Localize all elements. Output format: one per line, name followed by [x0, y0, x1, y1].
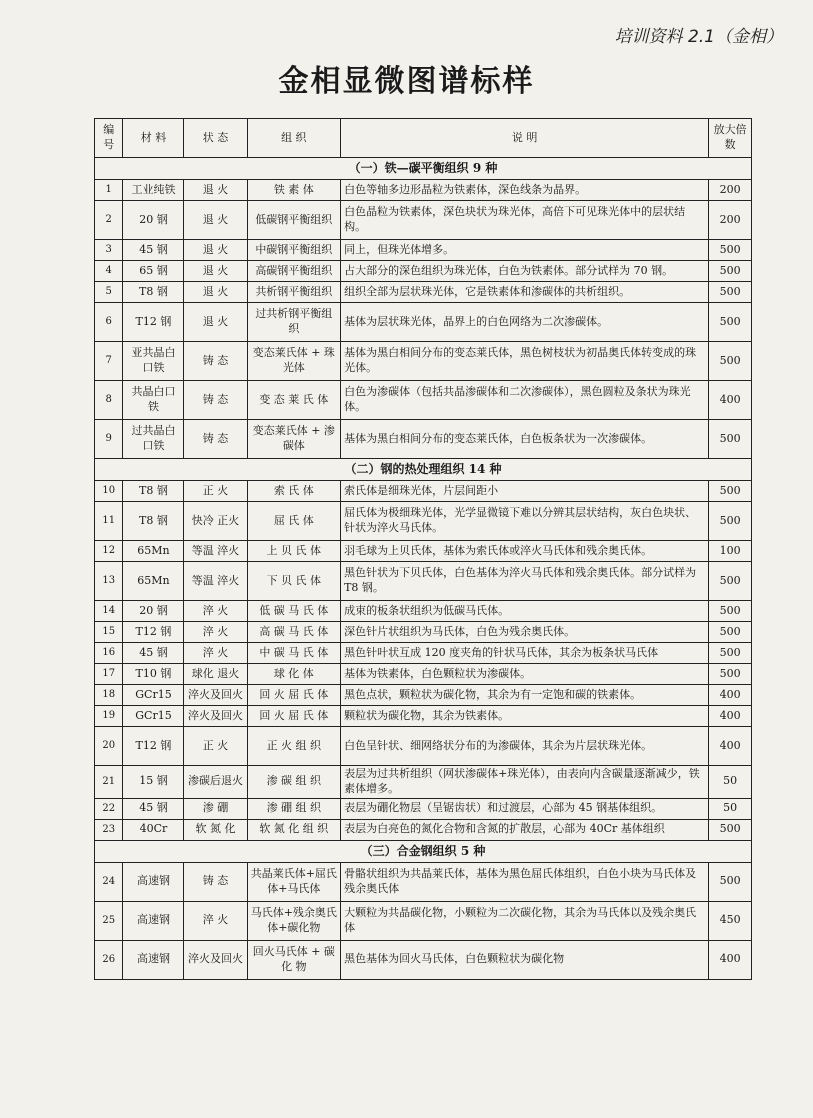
cell-structure: 变态莱氏体 + 珠光体	[247, 342, 341, 381]
cell-structure: 下 贝 氏 体	[247, 562, 341, 601]
cell-magnification: 500	[709, 342, 752, 381]
table-row	[95, 685, 752, 706]
table-row	[95, 727, 752, 766]
cell-description: 基体为铁素体，白色颗粒状为渗碳体。	[341, 664, 709, 685]
cell-state: 淬 火	[184, 901, 247, 940]
cell-description: 成束的板条状组织为低碳马氏体。	[341, 601, 709, 622]
cell-structure: 回火马氏体 + 碳 化 物	[247, 940, 341, 979]
cell-material: 65Mn	[123, 541, 184, 562]
cell-state: 淬 火	[184, 622, 247, 643]
cell-magnification: 50	[709, 766, 752, 799]
table-row	[95, 282, 752, 303]
cell-magnification: 400	[709, 685, 752, 706]
cell-state: 退 火	[184, 303, 247, 342]
cell-description: 表层为过共析组织（网状渗碳体+珠光体），由表向内含碳量逐渐减少，铁素体增多。	[341, 766, 709, 799]
cell-no: 16	[95, 643, 123, 664]
cell-structure: 马氏体+残余奥氏体+碳化物	[247, 901, 341, 940]
cell-no: 6	[95, 303, 123, 342]
cell-material: T12 钢	[123, 622, 184, 643]
cell-magnification: 500	[709, 819, 752, 840]
cell-material: 65Mn	[123, 562, 184, 601]
cell-state: 铸 态	[184, 342, 247, 381]
table-row	[95, 643, 752, 664]
cell-magnification: 400	[709, 381, 752, 420]
cell-no: 21	[95, 766, 123, 799]
cell-state: 快冷 正火	[184, 502, 247, 541]
cell-material: 15 钢	[123, 766, 184, 799]
table-row	[95, 862, 752, 901]
cell-material: T12 钢	[123, 303, 184, 342]
section-title: （一）铁—碳平衡组织 9 种	[95, 158, 752, 180]
cell-state: 退 火	[184, 261, 247, 282]
section-header	[95, 158, 752, 180]
cell-description: 基体为黑白相间分布的变态莱氏体，黑色树枝状为初晶奥氏体转变成的珠光体。	[341, 342, 709, 381]
cell-no: 18	[95, 685, 123, 706]
cell-material: 40Cr	[123, 819, 184, 840]
header-material: 材 料	[123, 119, 184, 158]
table-row	[95, 481, 752, 502]
cell-material: 高速钢	[123, 901, 184, 940]
cell-structure: 中 碳 马 氏 体	[247, 643, 341, 664]
cell-no: 15	[95, 622, 123, 643]
cell-no: 7	[95, 342, 123, 381]
cell-magnification: 500	[709, 622, 752, 643]
cell-no: 13	[95, 562, 123, 601]
table-row	[95, 766, 752, 799]
cell-magnification: 500	[709, 481, 752, 502]
table-row	[95, 706, 752, 727]
table-row	[95, 901, 752, 940]
table-row	[95, 664, 752, 685]
cell-no: 12	[95, 541, 123, 562]
table-row	[95, 201, 752, 240]
table-row	[95, 562, 752, 601]
cell-state: 淬火及回火	[184, 940, 247, 979]
handwritten-note: 培训资料 2.1（金相）	[614, 27, 783, 47]
cell-no: 25	[95, 901, 123, 940]
header-description: 说 明	[341, 119, 709, 158]
cell-state: 铸 态	[184, 862, 247, 901]
cell-magnification: 400	[709, 706, 752, 727]
table-row	[95, 261, 752, 282]
cell-material: 工业纯铁	[123, 180, 184, 201]
cell-description: 同上，但珠光体增多。	[341, 240, 709, 261]
cell-structure: 屈 氏 体	[247, 502, 341, 541]
cell-structure: 正 火 组 织	[247, 727, 341, 766]
cell-state: 渗 硼	[184, 798, 247, 819]
cell-structure: 共析钢平衡组织	[247, 282, 341, 303]
cell-material: 高速钢	[123, 862, 184, 901]
cell-no: 5	[95, 282, 123, 303]
cell-description: 占大部分的深色组织为珠光体，白色为铁素体。部分试样为 70 钢。	[341, 261, 709, 282]
cell-material: 亚共晶白口铁	[123, 342, 184, 381]
cell-structure: 过共析钢平衡组织	[247, 303, 341, 342]
cell-structure: 铁 素 体	[247, 180, 341, 201]
cell-structure: 低 碳 马 氏 体	[247, 601, 341, 622]
cell-magnification: 100	[709, 541, 752, 562]
cell-magnification: 450	[709, 901, 752, 940]
cell-state: 淬 火	[184, 601, 247, 622]
cell-no: 2	[95, 201, 123, 240]
cell-state: 铸 态	[184, 420, 247, 459]
cell-material: 共晶白口铁	[123, 381, 184, 420]
cell-structure: 回 火 屈 氏 体	[247, 685, 341, 706]
cell-description: 大颗粒为共晶碳化物，小颗粒为二次碳化物，其余为马氏体以及残余奥氏体	[341, 901, 709, 940]
cell-description: 黑色基体为回火马氏体，白色颗粒状为碳化物	[341, 940, 709, 979]
table-row	[95, 541, 752, 562]
cell-no: 26	[95, 940, 123, 979]
section-title: （三）合金钢组织 5 种	[95, 840, 752, 862]
header-no: 编号	[95, 119, 123, 158]
cell-magnification: 500	[709, 643, 752, 664]
cell-state: 退 火	[184, 201, 247, 240]
cell-structure: 中碳钢平衡组织	[247, 240, 341, 261]
cell-state: 淬火及回火	[184, 685, 247, 706]
table-row	[95, 303, 752, 342]
cell-material: 65 钢	[123, 261, 184, 282]
cell-description: 白色等轴多边形晶粒为铁素体，深色线条为晶界。	[341, 180, 709, 201]
cell-structure: 渗 硼 组 织	[247, 798, 341, 819]
table-row	[95, 601, 752, 622]
table-row	[95, 502, 752, 541]
cell-material: 过共晶白口铁	[123, 420, 184, 459]
cell-description: 骨骼状组织为共晶莱氏体，基体为黑色屈氏体组织，白色小块为马氏体及残余奥氏体	[341, 862, 709, 901]
cell-structure: 索 氏 体	[247, 481, 341, 502]
cell-description: 白色晶粒为铁素体，深色块状为珠光体，高倍下可见珠光体中的层状结构。	[341, 201, 709, 240]
table-row	[95, 240, 752, 261]
section-header	[95, 459, 752, 481]
cell-structure: 变 态 莱 氏 体	[247, 381, 341, 420]
header-state: 状 态	[184, 119, 247, 158]
cell-magnification: 500	[709, 261, 752, 282]
cell-structure: 低碳钢平衡组织	[247, 201, 341, 240]
cell-structure: 渗 碳 组 织	[247, 766, 341, 799]
page-title: 金相显微图谱标样	[278, 64, 535, 99]
cell-description: 索氏体是细珠光体，片层间距小	[341, 481, 709, 502]
cell-material: T10 钢	[123, 664, 184, 685]
cell-description: 表层为硼化物层（呈锯齿状）和过渡层，心部为 45 钢基体组织。	[341, 798, 709, 819]
cell-no: 17	[95, 664, 123, 685]
table-row	[95, 420, 752, 459]
table-row	[95, 381, 752, 420]
cell-material: T8 钢	[123, 502, 184, 541]
section-header	[95, 840, 752, 862]
cell-magnification: 500	[709, 240, 752, 261]
header-structure: 组 织	[247, 119, 341, 158]
cell-no: 14	[95, 601, 123, 622]
cell-description: 屈氏体为极细珠光体，光学显微镜下难以分辨其层状结构，灰白色块状、针状为淬火马氏体。	[341, 502, 709, 541]
cell-material: GCr15	[123, 706, 184, 727]
cell-material: 45 钢	[123, 240, 184, 261]
cell-description: 羽毛球为上贝氏体，基体为索氏体或淬火马氏体和残余奥氏体。	[341, 541, 709, 562]
cell-structure: 回 火 屈 氏 体	[247, 706, 341, 727]
section-title: （二）钢的热处理组织 14 种	[95, 459, 752, 481]
cell-material: 20 钢	[123, 201, 184, 240]
table-row	[95, 819, 752, 840]
cell-magnification: 50	[709, 798, 752, 819]
cell-description: 表层为白亮色的氮化合物和含氮的扩散层，心部为 40Cr 基体组织	[341, 819, 709, 840]
cell-no: 22	[95, 798, 123, 819]
cell-material: 45 钢	[123, 643, 184, 664]
cell-state: 正 火	[184, 727, 247, 766]
table-row	[95, 342, 752, 381]
cell-description: 白色为渗碳体（包括共晶渗碳体和二次渗碳体），黑色圆粒及条状为珠光体。	[341, 381, 709, 420]
cell-no: 4	[95, 261, 123, 282]
cell-state: 退 火	[184, 282, 247, 303]
cell-state: 软 氮 化	[184, 819, 247, 840]
cell-magnification: 400	[709, 727, 752, 766]
cell-description: 黑色点状，颗粒状为碳化物，其余为有一定饱和碳的铁素体。	[341, 685, 709, 706]
table-row	[95, 622, 752, 643]
cell-no: 19	[95, 706, 123, 727]
cell-no: 10	[95, 481, 123, 502]
cell-state: 退 火	[184, 240, 247, 261]
cell-no: 20	[95, 727, 123, 766]
cell-structure: 上 贝 氏 体	[247, 541, 341, 562]
cell-state: 等温 淬火	[184, 562, 247, 601]
cell-no: 11	[95, 502, 123, 541]
cell-description: 基体为黑白相间分布的变态莱氏体，白色板条状为一次渗碳体。	[341, 420, 709, 459]
cell-no: 24	[95, 862, 123, 901]
cell-material: T12 钢	[123, 727, 184, 766]
cell-material: 20 钢	[123, 601, 184, 622]
cell-description: 白色呈针状、细网络状分布的为渗碳体，其余为片层状珠光体。	[341, 727, 709, 766]
cell-structure: 球 化 体	[247, 664, 341, 685]
header-row	[95, 119, 752, 158]
cell-state: 渗碳后退火	[184, 766, 247, 799]
cell-structure: 高碳钢平衡组织	[247, 261, 341, 282]
cell-magnification: 500	[709, 303, 752, 342]
cell-no: 3	[95, 240, 123, 261]
cell-no: 9	[95, 420, 123, 459]
cell-state: 淬 火	[184, 643, 247, 664]
table-row	[95, 180, 752, 201]
cell-magnification: 500	[709, 664, 752, 685]
cell-material: 45 钢	[123, 798, 184, 819]
cell-description: 基体为层状珠光体，晶界上的白色网络为二次渗碳体。	[341, 303, 709, 342]
cell-no: 23	[95, 819, 123, 840]
cell-state: 球化 退火	[184, 664, 247, 685]
cell-material: T8 钢	[123, 481, 184, 502]
cell-no: 8	[95, 381, 123, 420]
cell-magnification: 500	[709, 420, 752, 459]
cell-material: 高速钢	[123, 940, 184, 979]
cell-magnification: 500	[709, 862, 752, 901]
cell-material: T8 钢	[123, 282, 184, 303]
cell-state: 淬火及回火	[184, 706, 247, 727]
cell-material: GCr15	[123, 685, 184, 706]
cell-magnification: 500	[709, 562, 752, 601]
cell-description: 颗粒状为碳化物，其余为铁素体。	[341, 706, 709, 727]
cell-magnification: 200	[709, 201, 752, 240]
cell-magnification: 500	[709, 282, 752, 303]
cell-magnification: 500	[709, 601, 752, 622]
cell-magnification: 500	[709, 502, 752, 541]
cell-state: 铸 态	[184, 381, 247, 420]
table-row	[95, 940, 752, 979]
cell-state: 等温 淬火	[184, 541, 247, 562]
cell-description: 组织全部为层状珠光体，它是铁素体和渗碳体的共析组织。	[341, 282, 709, 303]
cell-description: 黑色针状为下贝氏体，白色基体为淬火马氏体和残余奥氏体。部分试样为 T8 钢。	[341, 562, 709, 601]
cell-structure: 变态莱氏体 + 渗碳体	[247, 420, 341, 459]
cell-magnification: 200	[709, 180, 752, 201]
cell-no: 1	[95, 180, 123, 201]
cell-structure: 共晶莱氏体+屈氏体+马氏体	[247, 862, 341, 901]
cell-state: 正 火	[184, 481, 247, 502]
cell-description: 黑色针叶状互成 120 度夹角的针状马氏体，其余为板条状马氏体	[341, 643, 709, 664]
cell-structure: 软 氮 化 组 织	[247, 819, 341, 840]
cell-structure: 高 碳 马 氏 体	[247, 622, 341, 643]
cell-description: 深色针片状组织为马氏体，白色为残余奥氏体。	[341, 622, 709, 643]
cell-state: 退 火	[184, 180, 247, 201]
specimen-table	[94, 118, 752, 980]
table-row	[95, 798, 752, 819]
header-magnification: 放大倍数	[709, 119, 752, 158]
cell-magnification: 400	[709, 940, 752, 979]
